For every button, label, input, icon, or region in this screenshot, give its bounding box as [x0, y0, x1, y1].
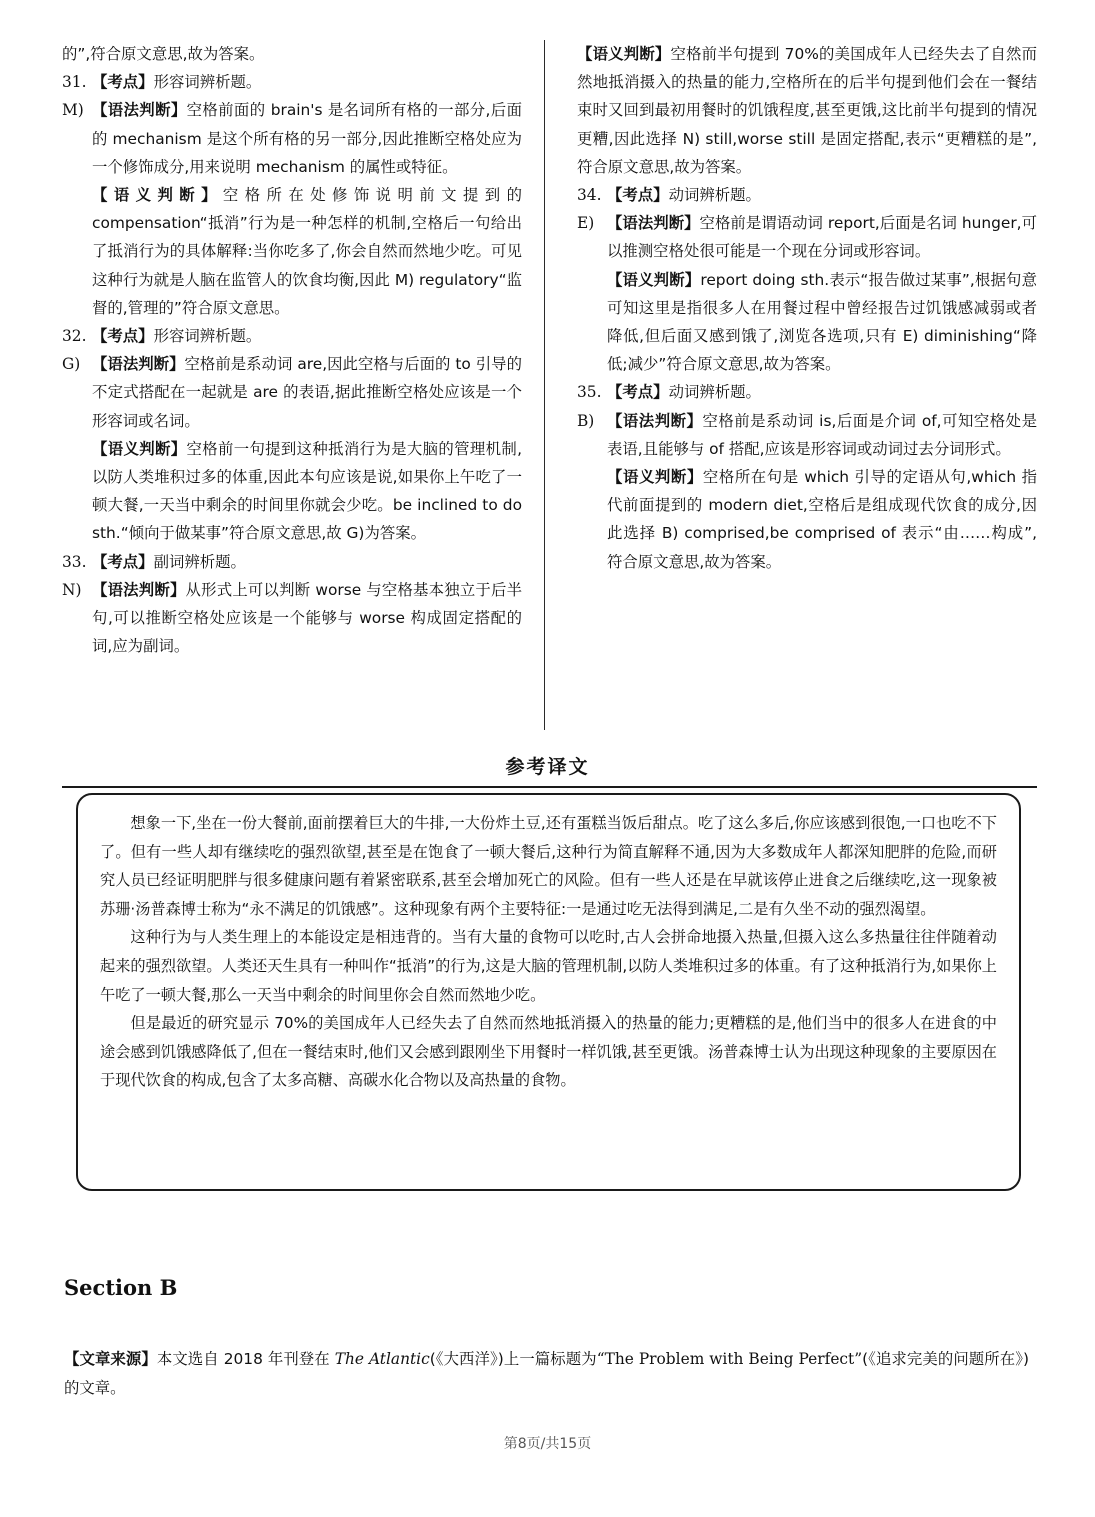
section-b-heading: Section B: [64, 1275, 178, 1300]
carryover-line: 的”,符合原文意思,故为答案。: [62, 45, 265, 63]
translation-paragraph: 这种行为与人类生理上的本能设定是相违背的。当有大量的食物可以吃时,古人会拼命地摄入热量,但摄入这么多热量往往伴随着动起来的强烈欲望。人类还天生具有一种叫作“抵消”的行为,这是大脑的管理机制,以防人类堆积过多的体重。有了这种抵消行为,如果你上午吃了一顿大餐,那么一天当中剩余的时间里你会自然而然地少吃。: [100, 928, 997, 1004]
page-footer: 第8页/共15页: [503, 1436, 592, 1452]
grammar-judgement-tag: 【语法判断】: [607, 411, 703, 430]
item-35-answer-B: [577, 407, 1037, 463]
item-32-semantic: [92, 435, 522, 548]
kaodian-tag: 【考点】: [607, 383, 669, 402]
option-body: [92, 576, 522, 661]
item-31: [62, 68, 522, 96]
semantic-judgement-text: 空格所在处修饰说明前文提到的 compensation“抵消”行为是一种怎样的机制,空格后一句给出了抵消行为的具体解释:当你吃多了,你会自然而然地少吃。可见这种行为就是人脑在监管人的饮食均衡,因此 M) regulatory“监督的,管理的”符合原文意思。: [92, 186, 522, 317]
source-text-1: 本文选自 2018 年刊登在: [156, 1350, 335, 1368]
translation-title: 参考译文: [505, 756, 590, 778]
item-head: [92, 548, 522, 576]
semantic-judgement-text: 空格所在句是 which 引导的定语从句,which 指代前面提到的 modern diet,空格后是组成现代饮食的成分,因此选择 B) comprised,be comprised of 表示“由……构成”,符合原文意思,故为答案。: [607, 468, 1037, 571]
kaodian-tag: 【考点】: [92, 552, 154, 571]
grammar-judgement-tag: 【语法判断】: [92, 580, 186, 599]
option-body: [607, 407, 1037, 463]
semantic-judgement-text: 空格前一句提到这种抵消行为是大脑的管理机制,以防人类堆积过多的体重,因此本句应该是说,如果你上午吃了一顿大餐,一天当中剩余的时间里你就会少吃。be inclined to do sth.“倾向于做某事”符合原文意思,故 G)为答案。: [92, 439, 522, 543]
left-column: [62, 40, 536, 730]
source-article-title: “The Problem with Being Perfect”: [596, 1350, 863, 1368]
option-letter: B): [577, 411, 595, 430]
kaodian-text: 动词辨析题。: [668, 186, 761, 205]
semantic-judgement-tag: 【语义判断】: [607, 468, 703, 487]
option-body: [607, 209, 1037, 265]
item-number: 33.: [62, 552, 87, 571]
grammar-judgement-tag: 【语法判断】: [92, 101, 187, 120]
source-note: [64, 1345, 1029, 1403]
semantic-judgement-text: 空格前半句提到 70%的美国成年人已经失去了自然而然地抵消摄入的热量的能力,空格所在的后半句提到他们会在一餐结束时又回到最初用餐时的饥饿程度,甚至更饿,这比前半句提到的情况更糟,因此选择 N) still,worse still 是固定搭配,表示“更糟糕的是”,符合原文意思,故为答案。: [577, 45, 1037, 176]
item-34-semantic: [607, 266, 1037, 379]
kaodian-text: 动词辨析题。: [668, 383, 761, 402]
option-body: [92, 96, 522, 181]
item-31-semantic: [92, 181, 522, 322]
item-33: [62, 548, 522, 576]
item-34-answer-E: [577, 209, 1037, 265]
item-32-answer-G: [62, 350, 522, 435]
semantic-judgement-tag: 【语义判断】: [92, 186, 223, 205]
kaodian-tag: 【考点】: [92, 73, 154, 92]
semantic-judgement-tag: 【语义判断】: [577, 45, 671, 63]
grammar-judgement-tag: 【语法判断】: [92, 355, 185, 374]
source-text-2: (《大西洋》)上一篇标题为: [429, 1350, 597, 1368]
item-33-semantic-continued: [577, 40, 1037, 181]
semantic-judgement-tag: 【语义判断】: [607, 270, 701, 289]
right-column: [545, 40, 1037, 730]
option-letter: E): [577, 214, 595, 233]
grammar-judgement-text: 空格前是系动词 are,因此空格与后面的 to 引导的不定式搭配在一起就是 are 的表语,据此推断空格处应该是一个形容词或名词。: [92, 355, 522, 430]
grammar-judgement-text: 空格前是谓语动词 report,后面是名词 hunger,可以推测空格处很可能是一个现在分词或形容词。: [607, 214, 1037, 261]
kaodian-text: 形容词辨析题。: [153, 327, 262, 346]
item-head: [92, 322, 522, 350]
grammar-judgement-text: 空格前是系动词 is,后面是介词 of,可知空格处是表语,且能够与 of 搭配,应该是形容词或动词过去分词形式。: [607, 411, 1037, 458]
source-text-3: (《追求完美的问题所在》)的文章。: [64, 1350, 1029, 1397]
source-journal-name: The Atlantic: [334, 1350, 430, 1368]
option-letter: N): [62, 580, 82, 599]
item-number: 31.: [62, 73, 87, 92]
analysis-columns: [62, 40, 1037, 730]
translation-paragraph: 想象一下,坐在一份大餐前,面前摆着巨大的牛排,一大份炸土豆,还有蛋糕当饭后甜点。吃了这么多后,你应该感到很饱,一口也吃不下了。但有一些人却有继续吃的强烈欲望,甚至是在饱食了一顿大餐后,这种行为简直解释不通,因为大多数成年人都深知肥胖的危险,而研究人员已经证明肥胖与很多健康问题有着紧密联系,甚至会增加死亡的风险。但有一些人还是在早就该停止进食之后继续吃,这一现象被苏珊·汤普森博士称为“永不满足的饥饿感”。这种现象有两个主要特征:一是通过吃无法得到满足,二是有久坐不动的强烈渴望。: [100, 814, 997, 918]
kaodian-text: 形容词辨析题。: [153, 73, 262, 92]
item-33-answer-N: [62, 576, 522, 661]
kaodian-tag: 【考点】: [607, 186, 669, 205]
item-head: [607, 378, 1037, 406]
item-35: [577, 378, 1037, 406]
item-number: 32.: [62, 327, 87, 346]
grammar-judgement-text: 空格前面的 brain's 是名词所有格的一部分,后面的 mechanism 是这个所有格的另一部分,因此推断空格处应为一个修饰成分,用来说明 mechanism 的属性或特征。: [92, 101, 522, 176]
kaodian-tag: 【考点】: [92, 327, 154, 346]
source-tag: 【文章来源】: [64, 1350, 157, 1368]
horizontal-rule: [62, 786, 1037, 788]
kaodian-text: 副词辨析题。: [153, 552, 246, 571]
grammar-judgement-text: 从形式上可以判断 worse 与空格基本独立于后半句,可以推断空格处应该是一个能够与 worse 构成固定搭配的词,应为副词。: [92, 580, 522, 656]
semantic-judgement-tag: 【语义判断】: [92, 439, 187, 458]
option-letter: M): [62, 101, 84, 120]
item-head: [607, 181, 1037, 209]
translation-box: [76, 793, 1021, 1191]
item-31-answer-M: [62, 96, 522, 181]
translation-paragraph: 但是最近的研究显示 70%的美国成年人已经失去了自然而然地抵消摄入的热量的能力;更糟糕的是,他们当中的很多人在进食的中途会感到饥饿感降低了,但在一餐结束时,他们又会感到跟刚坐下用餐时一样饥饿,甚至更饿。汤普森博士认为出现这种现象的主要原因在于现代饮食的构成,包含了太多高糖、高碳水化合物以及高热量的食物。: [100, 1014, 997, 1090]
item-number: 34.: [577, 186, 602, 205]
semantic-judgement-text: report doing sth.表示“报告做过某事”,根据句意可知这里是指很多人在用餐过程中曾经报告过饥饿感减弱或者降低,但后面又感到饿了,浏览各选项,只有 E) diminishing“降低;减少”符合原文意思,故为答案。: [607, 270, 1037, 374]
grammar-judgement-tag: 【语法判断】: [607, 214, 700, 233]
item-number: 35.: [577, 383, 602, 402]
item-head: [92, 68, 522, 96]
option-letter: G): [62, 355, 81, 374]
item-32: [62, 322, 522, 350]
item-35-semantic: [607, 463, 1037, 576]
item-34: [577, 181, 1037, 209]
option-body: [92, 350, 522, 435]
